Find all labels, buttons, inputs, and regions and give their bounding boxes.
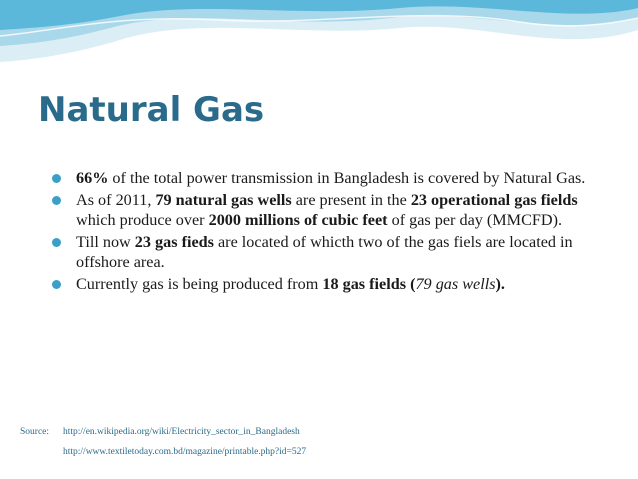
bullet-text-segment: of the total power transmission in Bangladesh is covered by Natural Gas. (108, 169, 586, 187)
bullet-text-segment: Till now (76, 232, 135, 251)
bullet-dot-icon (52, 280, 61, 289)
bullet-dot-icon (52, 174, 61, 183)
bullet-text-segment: As of 2011, (76, 190, 156, 209)
bullet-text-segment: Currently gas is being produced from (76, 274, 323, 293)
bullet-text-segment: ). (495, 274, 505, 293)
bullet-text-segment: ( (406, 274, 416, 293)
bullet-text-segment: are located of whicth two of the gas fiels are located in offshore area. (76, 232, 573, 271)
bullet-text-segment: 2000 millions of cubic feet (208, 211, 388, 229)
header-wave-decoration (0, 0, 638, 80)
bullet-text-segment: of gas per day (MMCFD). (387, 211, 563, 229)
bullet-list (48, 168, 608, 295)
bullet-text-segment: 79 natural gas wells (155, 190, 292, 209)
bullet-dot-icon (52, 238, 61, 247)
source-link-wikipedia[interactable]: http://en.wikipedia.org/wiki/Electricity_sector_in_Bangladesh (63, 427, 300, 437)
source-label: Source: (20, 427, 50, 437)
slide-title: Natural Gas (38, 90, 265, 130)
source-link-textiletoday[interactable]: http://www.textiletoday.com.bd/magazine/printable.php?id=527 (63, 447, 307, 457)
bullet-text-segment: 79 gas wells (415, 274, 496, 293)
bullet-text-segment: 18 gas fields (322, 274, 407, 293)
bullet-item (48, 232, 608, 273)
bullet-text-segment: 66% (76, 169, 109, 187)
bullet-text-segment: 23 operational gas fields (410, 190, 578, 209)
bullet-text-segment: are present in the (291, 190, 411, 209)
bullet-item (48, 274, 608, 295)
bullet-text-segment: 23 gas fieds (134, 232, 214, 251)
bullet-item (48, 190, 608, 231)
bullet-text-segment: which produce over (76, 211, 209, 229)
bullet-item (48, 168, 608, 189)
bullet-dot-icon (52, 196, 61, 205)
